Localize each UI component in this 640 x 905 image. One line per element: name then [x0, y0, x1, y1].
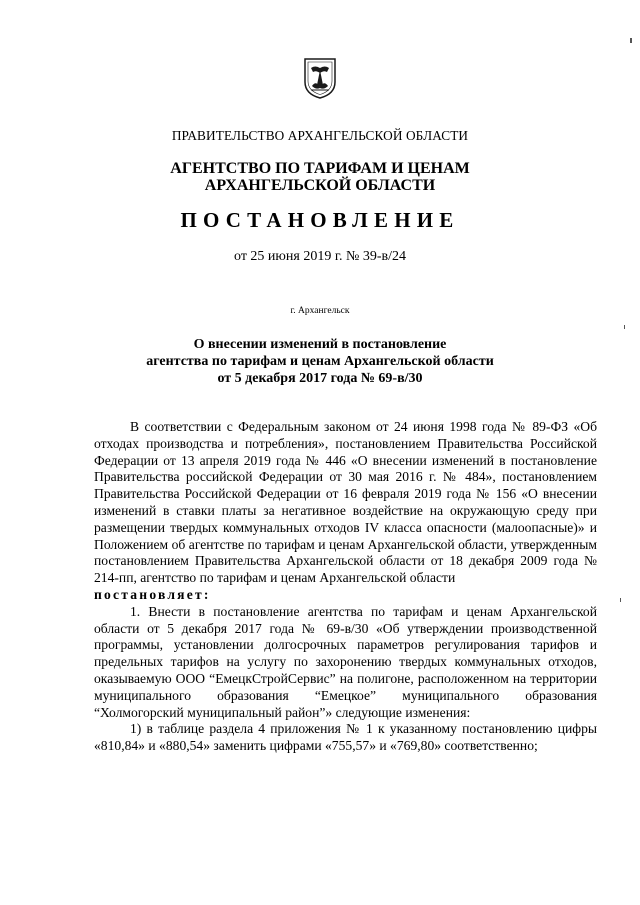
subject-line1: О внесении изменений в постановление	[193, 337, 447, 352]
preamble-paragraph: В соответствии с Федеральным законом от 24 июня 1998 года № 89-ФЗ «Об отходах производства и потребления», постановлением Правительства Российской Федерации от 13 апреля 2019 года № 446 «О внесении изменений в постановление Правительства российской Федерации от 30 мая 2016 г. № 484», постановлением Правительства Российской Федерации от 16 февраля 2019 года № 156 «О внесении изменений в ставки платы за негативное воздействие на окружающую среду при размещении твердых коммунальных отходов IV класса опасности (малоопасные)» и Положением об агентстве по тарифам и ценам Архангельской области, утвержденным постановлением Правительства Архангельской области от 18 декабря 2009 года № 214-пп, агентство по тарифам и ценам Архангельской области	[94, 419, 597, 586]
government-name: ПРАВИТЕЛЬСТВО АРХАНГЕЛЬСКОЙ ОБЛАСТИ	[171, 128, 469, 143]
document-title: ПОСТАНОВЛЕНИЕ	[180, 208, 460, 232]
document-subject	[0, 336, 640, 387]
document-city: г. Архангельск	[290, 306, 350, 316]
scan-speck	[630, 38, 632, 43]
agency-name-line2: АРХАНГЕЛЬСКОЙ ОБЛАСТИ	[204, 177, 436, 194]
scan-speck	[624, 325, 625, 329]
document-date-number: от 25 июня 2019 г. № 39-в/24	[234, 249, 406, 264]
scan-speck	[620, 598, 621, 602]
agency-name-line1: АГЕНТСТВО ПО ТАРИФАМ И ЦЕНАМ	[170, 160, 470, 177]
item-1-paragraph: 1. Внести в постановление агентства по тарифам и ценам Архангельской области от 5 декабря 2017 года № 69-в/30 «Об утверждении производственной программы, установлении долгосрочных параметров регулирования тарифов и предельных тарифов на услугу по захоронению твердых коммунальных отходов, оказываемую ООО “ЕмецкСтройСервис” на полигоне, расположенном на территории муниципального образования “Емецкое” муниципального образования “Холмогорский муниципальный район”» следующие изменения:	[94, 603, 597, 720]
resolves-keyword: постановляет:	[94, 586, 211, 602]
subject-line2: агентства по тарифам и ценам Архангельской области	[146, 354, 494, 369]
agency-name	[0, 160, 640, 194]
coat-of-arms-icon	[302, 56, 338, 100]
subject-line3: от 5 декабря 2017 года № 69-в/30	[217, 371, 423, 386]
subitem-1-paragraph: 1) в таблице раздела 4 приложения № 1 к указанному постановлению цифры «810,84» и «880,54» заменить цифрами «755,57» и «769,80» соответственно;	[94, 721, 597, 754]
document-body	[94, 419, 597, 755]
